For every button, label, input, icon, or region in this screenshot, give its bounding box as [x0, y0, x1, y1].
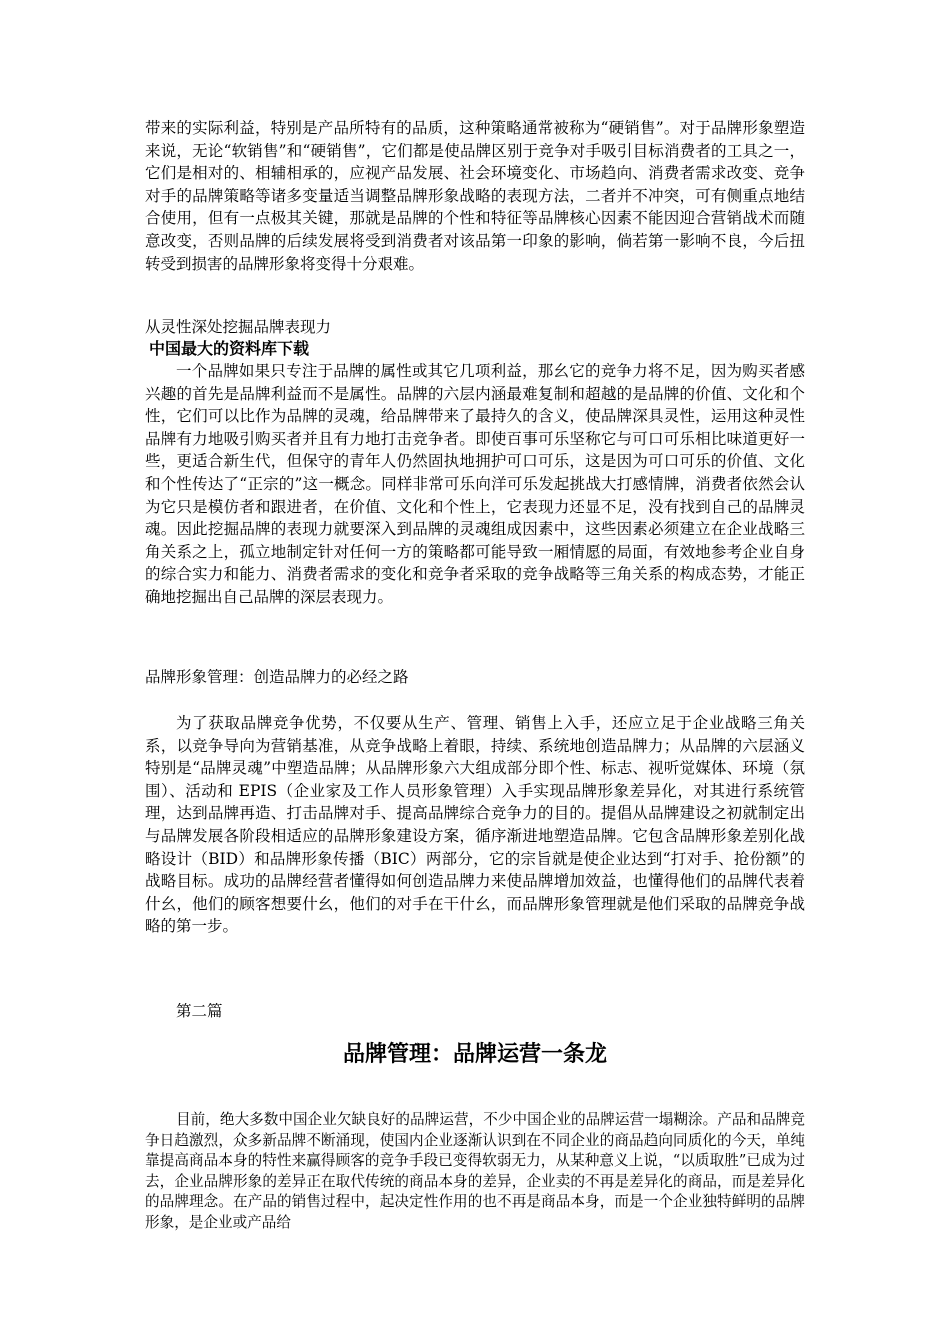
part-label: 第二篇 [176, 1002, 223, 1020]
body-paragraph-3: 为了获取品牌竞争优势，不仅要从生产、管理、销售上入手，还应立足于企业战略三角关系，以竞争导向为营销基准，从竞争战略上着眼，持续、系统地创造品牌力；从品牌的六层涵义特别是“品牌灵魂”中塑造品牌；从品牌形象六大组成部分即个性、标志、视听觉媒体、环境（氛围）、活动和 EPIS（企业家及工作人员形象管理）入手实现品牌形象差异化，对其进行系统管理，达到品牌再造、打击品牌对手、提高品牌综合竞争力的目的。提倡从品牌建设之初就制定出与品牌发展各阶段相适应的品牌形象建设方案，循序渐进地塑造品牌。它包含品牌形象差别化战略设计（BID）和品牌形象传播（BIC）两部分，它的宗旨就是使企业达到“打对手、抢份额”的战略目标。成功的品牌经营者懂得如何创造品牌力来使品牌增加效益，也懂得他们的品牌代表着什幺，他们的顾客想要什幺，他们的对手在干什幺，而品牌形象管理就是他们采取的品牌竞争战略的第一步。 [145, 714, 805, 936]
body-paragraph-1: 带来的实际利益，特别是产品所特有的品质，这种策略通常被称为“硬销售”。对于品牌形象塑造来说，无论“软销售”和“硬销售”，它们都是使品牌区别于竞争对手吸引目标消费者的工具之一，它们是相对的、相辅相承的，应视产品发展、社会环境变化、市场趋向、消费者需求改变、竞争对手的品牌策略等诸多变量适当调整品牌形象战略的表现方法，二者并不冲突，可有侧重点地结合使用，但有一点极其关键，那就是品牌的个性和特征等品牌核心因素不能因迎合营销战术而随意改变，否则品牌的后续发展将受到消费者对该品第一印象的影响，倘若第一影响不良，今后扭转受到损害的品牌形象将变得十分艰难。 [145, 119, 805, 273]
download-banner: 中国最大的资料库下载 [149, 339, 310, 358]
chapter-title: 品牌管理：品牌运营一条龙 [342, 1042, 607, 1067]
section-heading-spirit: 从灵性深处挖掘品牌表现力 [145, 318, 332, 336]
body-paragraph-4: 目前，绝大多数中国企业欠缺良好的品牌运营，不少中国企业的品牌运营一塌糊涂。产品和品牌竞争日趋激烈，众多新品牌不断涌现，使国内企业逐渐认识到在不同企业的商品趋向同质化的今天，单纯靠提高商品本身的特性来赢得顾客的竞争手段已变得软弱无力，从某种意义上说，“以质取胜”已成为过去，企业品牌形象的差异正在取代传统的商品本身的差异，企业卖的不再是差异化的商品，而是差异化的品牌理念。在产品的销售过程中，起决定性作用的也不再是商品本身，而是一个企业独特鲜明的品牌形象，是企业或产品给 [145, 1111, 805, 1231]
section-heading-management: 品牌形象管理：创造品牌力的必经之路 [145, 668, 409, 686]
body-paragraph-2: 一个品牌如果只专注于品牌的属性或其它几项利益，那幺它的竞争力将不足，因为购买者感兴趣的首先是品牌利益而不是属性。品牌的六层内涵最难复制和超越的是品牌的价值、文化和个性，它们可以比作为品牌的灵魂，给品牌带来了最持久的含义，使品牌深具灵性，运用这种灵性品牌有力地吸引购买者并且有力地打击竞争者。即使百事可乐坚称它与可口可乐相比味道更好一些，更适合新生代，但保守的青年人仍然固执地拥护可口可乐，这是因为可口可乐的价值、文化和个性传达了“正宗的”这一概念。同样非常可乐向洋可乐发起挑战大打感情牌，消费者依然会认为它只是模仿者和跟进者，在价值、文化和个性上，它表现力还显不足，没有找到自己的品牌灵魂。因此挖掘品牌的表现力就要深入到品牌的灵魂组成因素中，这些因素必须建立在企业战略三角关系之上，孤立地制定针对任何一方的策略都可能导致一厢情愿的局面，有效地参考企业自身的综合实力和能力、消费者需求的变化和竞争者采取的竞争战略等三角关系的构成态势，才能正确地挖掘出自己品牌的深层表现力。 [145, 362, 805, 606]
